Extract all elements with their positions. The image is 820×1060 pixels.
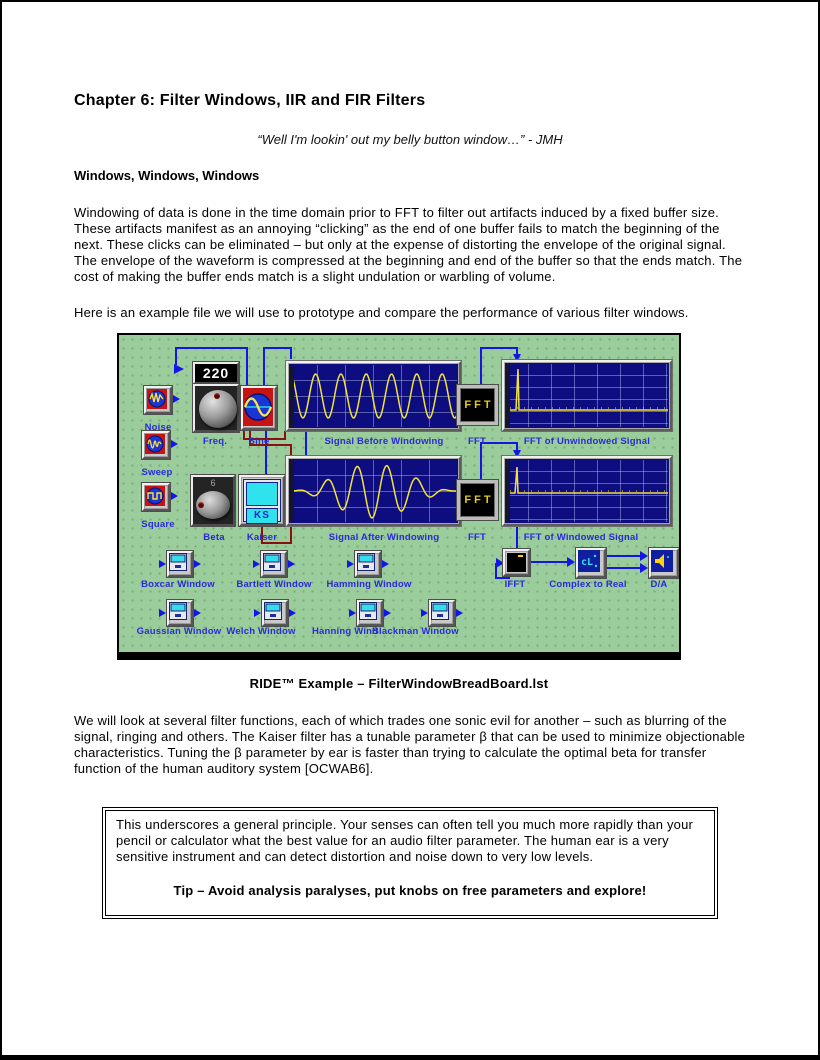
scope-screen	[506, 364, 668, 427]
fft-block-text: FFT	[464, 494, 494, 506]
label-bartlett: Bartlett Window	[236, 579, 312, 590]
epigraph: “Well I'm lookin' out my belly button window…” - JMH	[257, 132, 563, 147]
label-ifft: IFFT	[504, 579, 526, 590]
window-icon	[359, 602, 377, 620]
label-scope-after: Signal After Windowing	[328, 532, 440, 543]
kaiser-filter-block[interactable]	[239, 475, 285, 526]
freq-knob[interactable]	[193, 384, 239, 432]
gaussian-window-block[interactable]	[167, 600, 193, 626]
window-icon	[431, 602, 449, 620]
knob-indicator-dot	[214, 393, 220, 399]
square-source-block[interactable]	[142, 483, 170, 511]
fft-trace	[506, 364, 668, 427]
label-scope-before: Signal Before Windowing	[324, 436, 444, 447]
scope-screen	[290, 365, 457, 427]
label-square: Square	[141, 519, 175, 530]
scope-signal-before[interactable]	[286, 361, 461, 431]
scope-signal-after[interactable]	[286, 456, 461, 526]
label-fft-1: FFT	[467, 436, 487, 447]
fft-block-text: FFT	[464, 399, 494, 411]
ride-breadboard	[117, 333, 681, 660]
scope-fft-unwindowed[interactable]	[502, 360, 672, 431]
ifft-block[interactable]	[503, 549, 530, 576]
note-tip: Tip – Avoid analysis paralyses, put knobs on free parameters and explore!	[173, 883, 647, 898]
label-kaiser: Kaiser	[246, 532, 278, 543]
label-fft-scope-1: FFT of Unwindowed Signal	[523, 436, 651, 447]
paragraph-1: Windowing of data is done in the time domain prior to FFT to filter out artifacts induced by a fixed buffer size. These artifacts manifest as an annoying “clicking” as the end of one buffer fails to match the beginning of the next. These clicks can be eliminated – but only at the expense of distorting the envelope of the original signal. The envelope of the waveform is compressed at the beginning and end of the buffer so that the ends match. The cost of making the buffer ends match is a slight undulation or warbling of volume.	[74, 205, 743, 284]
ifft-trace-mark	[518, 555, 523, 557]
label-beta: Beta	[203, 532, 225, 543]
label-hamming: Hamming Window	[326, 579, 412, 590]
complex-to-real-block[interactable]	[576, 548, 606, 578]
label-da: D/A	[650, 579, 668, 590]
complex-to-real-icon	[578, 550, 600, 572]
scope-screen	[506, 460, 668, 522]
scope-screen	[290, 460, 457, 522]
freq-value-display: 220	[193, 362, 239, 384]
knob-indicator-dot	[198, 502, 204, 508]
sine-trace	[290, 365, 457, 427]
label-fft-2: FFT	[467, 532, 487, 543]
label-welch: Welch Window	[226, 626, 296, 637]
noise-waveform-icon	[147, 389, 167, 409]
blackman-window-block[interactable]	[429, 600, 455, 626]
label-sine: Sine	[248, 436, 270, 447]
da-converter-block[interactable]	[649, 548, 679, 578]
label-hanning: Hanning Wind	[312, 626, 379, 637]
window-icon	[357, 553, 375, 571]
speaker-icon	[651, 550, 673, 572]
kaiser-window-icon	[246, 482, 278, 506]
fft-trace	[506, 460, 668, 522]
knob-face[interactable]	[196, 491, 230, 519]
label-gaussian: Gaussian Window	[136, 626, 222, 637]
hamming-window-block[interactable]	[355, 551, 381, 577]
boxcar-window-block[interactable]	[167, 551, 193, 577]
knob-face[interactable]	[199, 390, 237, 428]
label-complex-to-real: Complex to Real	[549, 579, 627, 590]
window-icon	[169, 602, 187, 620]
sine-generator-block[interactable]	[241, 386, 277, 430]
window-icon	[264, 602, 282, 620]
note-body: This underscores a general principle. Your senses can often tell you much more rapidly than your pencil or calculator what the best value for an audio filter parameter. The human ear is a very sensitive instrument and can detect distortion and noise down to very low levels.	[116, 817, 694, 864]
label-sweep: Sweep	[141, 467, 173, 478]
fft-block-2[interactable]	[457, 480, 498, 520]
sine-wave-icon	[243, 388, 273, 426]
scope-fft-windowed[interactable]	[502, 456, 672, 526]
sweep-waveform-icon	[145, 434, 165, 454]
beta-value-display: 6	[210, 478, 216, 488]
page-content	[2, 92, 818, 919]
page-title: Chapter 6: Filter Windows, IIR and FIR Filters	[74, 92, 426, 109]
sweep-source-block[interactable]	[142, 431, 170, 459]
label-boxcar: Boxcar Window	[141, 579, 215, 590]
breadboard-figure	[117, 333, 681, 691]
figure-caption: RIDE™ Example – FilterWindowBreadBoard.lst	[249, 676, 549, 691]
square-waveform-icon	[145, 486, 165, 506]
label-freq: Freq.	[202, 436, 228, 447]
beta-knob[interactable]	[191, 475, 235, 526]
fft-block-1[interactable]	[457, 385, 498, 425]
window-icon	[263, 553, 281, 571]
label-noise: Noise	[144, 422, 172, 433]
label-blackman: Blackman Window	[372, 626, 459, 637]
kaiser-abbrev: KS	[246, 508, 278, 524]
hanning-window-block[interactable]	[357, 600, 383, 626]
windowed-trace	[290, 460, 457, 522]
ifft-screen	[507, 553, 526, 572]
kaiser-screen	[243, 479, 281, 522]
welch-window-block[interactable]	[262, 600, 288, 626]
section-heading: Windows, Windows, Windows	[74, 168, 260, 183]
note-box-inner	[105, 810, 715, 916]
window-icon	[169, 553, 187, 571]
noise-source-block[interactable]	[144, 386, 172, 414]
bartlett-window-block[interactable]	[261, 551, 287, 577]
svg-text:cL: cL	[581, 557, 594, 568]
label-fft-scope-2: FFT of Windowed Signal	[523, 532, 639, 543]
paragraph-3: We will look at several filter functions, each of which trades one sonic evil for another – such as blurring of the signal, ringing and others. The Kaiser filter has a tunable parameter β that can be used to minimize objectionable characteristics. Tuning the β parameter by ear is faster than trying to calculate the optimal beta for transfer function of the human auditory system [OCWAB6].	[74, 713, 746, 776]
paragraph-2: Here is an example file we will use to prototype and compare the performance of various filter windows.	[74, 305, 689, 320]
note-box	[102, 807, 718, 919]
